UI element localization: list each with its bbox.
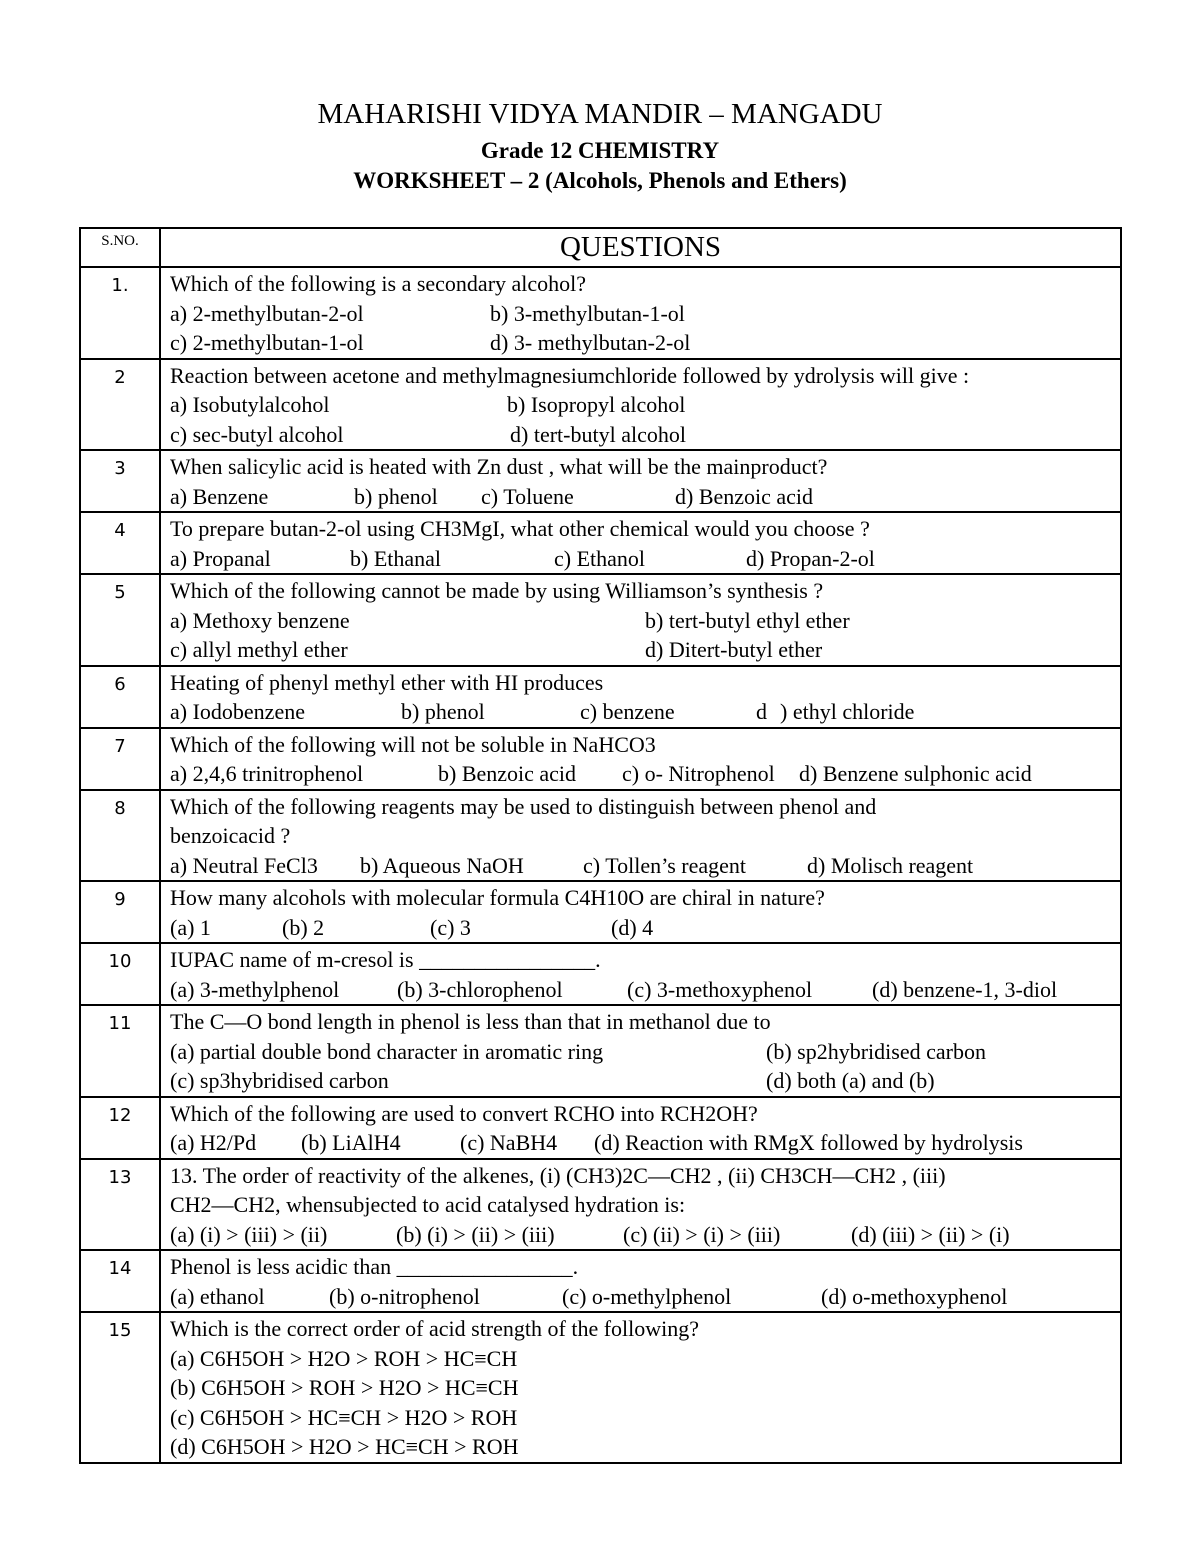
question-line [170, 299, 1120, 329]
question-line-text: Which of the following cannot be made by using Williamson’s synthesis ? [170, 578, 824, 603]
question-line-text: Which is the correct order of acid strength of the following? [170, 1316, 700, 1341]
question-number: 6 [80, 666, 160, 728]
option-text: d) Benzoic acid [675, 483, 814, 509]
question-text [160, 943, 1121, 1005]
question-row [80, 574, 1121, 666]
option-text: d [756, 699, 767, 724]
question-line-text: (a) C6H5OH > H2O > ROH > HC≡CH [170, 1345, 518, 1371]
question-line [170, 759, 1120, 789]
question-row [80, 450, 1121, 512]
question-line [170, 1432, 1120, 1462]
question-line [170, 606, 1120, 636]
question-number: 14 [80, 1250, 160, 1312]
option-text: b) Ethanal [350, 545, 442, 571]
option-text: c) Ethanol [554, 545, 646, 571]
question-line-text: benzoicacid ? [170, 823, 291, 848]
option-text: (d) Reaction with RMgX followed by hydrolysis [594, 1130, 1023, 1155]
sno-header: S.NO. [80, 228, 160, 267]
question-stem-line [170, 792, 1120, 822]
question-stem-line [170, 576, 1120, 606]
question-line-text: Phenol is less acidic than ________________. [170, 1254, 579, 1279]
option-text: c) benzene [580, 699, 675, 724]
option-text: (c) 3 [430, 914, 471, 940]
option-text: d) Benzene sulphonic acid [799, 761, 1032, 786]
question-text [160, 359, 1121, 451]
question-line [170, 328, 1120, 358]
option-text: a) Benzene [170, 483, 269, 509]
option-text: c) Toluene [481, 483, 574, 509]
option-text: a) Isobutylalcohol [170, 392, 330, 417]
option-text: (a) (i) > (iii) > (ii) [170, 1221, 328, 1247]
question-number: 4 [80, 512, 160, 574]
table-header-row [80, 228, 1121, 267]
question-line-text: The C—O bond length in phenol is less than that in methanol due to [170, 1009, 771, 1034]
question-line-text: (c) C6H5OH > HC≡CH > H2O > ROH [170, 1404, 518, 1430]
question-stem-line [170, 945, 1120, 975]
question-line-text: Which of the following will not be soluble in NaHCO3 [170, 731, 656, 757]
question-number: 1. [80, 267, 160, 359]
question-line [170, 1190, 1120, 1220]
option-text: (b) o-nitrophenol [329, 1283, 480, 1309]
question-number: 2 [80, 359, 160, 451]
question-text [160, 267, 1121, 359]
question-line [170, 1037, 1120, 1067]
question-text [160, 728, 1121, 790]
option-text: (d) benzene-1, 3-diol [872, 976, 1058, 1002]
question-row [80, 943, 1121, 1005]
question-stem-line [170, 1099, 1120, 1129]
question-stem-line [170, 1161, 1120, 1191]
question-text [160, 450, 1121, 512]
question-row [80, 1159, 1121, 1251]
option-text: b) Isopropyl alcohol [507, 392, 686, 417]
question-line [170, 1282, 1120, 1312]
question-number: 7 [80, 728, 160, 790]
question-text [160, 512, 1121, 574]
question-row [80, 666, 1121, 728]
question-number: 15 [80, 1312, 160, 1463]
questions-body [80, 267, 1121, 1463]
option-text: (c) o-methylphenol [562, 1283, 732, 1309]
option-text: a) Neutral FeCl3 [170, 852, 318, 878]
question-line [170, 1403, 1120, 1433]
question-stem-line [170, 883, 1120, 913]
question-line [170, 851, 1120, 881]
question-line-text: (d) C6H5OH > H2O > HC≡CH > ROH [170, 1434, 519, 1459]
option-text: (b) sp2hybridised carbon [766, 1038, 986, 1064]
option-text: c) 2-methylbutan-1-ol [170, 330, 364, 355]
question-number: 10 [80, 943, 160, 1005]
question-text [160, 1005, 1121, 1097]
option-text: d) 3- methylbutan-2-ol [490, 330, 691, 355]
option-text: b) 3-methylbutan-1-ol [490, 300, 685, 326]
option-text: (c) sp3hybridised carbon [170, 1068, 389, 1093]
question-line [170, 975, 1120, 1005]
question-stem-line [170, 1314, 1120, 1344]
question-stem-line [170, 452, 1120, 482]
option-text: a) Propanal [170, 545, 271, 571]
option-text: (a) H2/Pd [170, 1130, 257, 1155]
option-text: d) Ditert-butyl ether [645, 637, 823, 662]
question-number: 9 [80, 881, 160, 943]
question-line [170, 544, 1120, 574]
question-line [170, 1220, 1120, 1250]
question-stem-line [170, 668, 1120, 698]
question-row [80, 1250, 1121, 1312]
question-line [170, 697, 1120, 727]
question-number: 3 [80, 450, 160, 512]
question-row [80, 1097, 1121, 1159]
question-stem-line [170, 514, 1120, 544]
option-text: (d) (iii) > (ii) > (i) [851, 1221, 1010, 1247]
option-text: (c) (ii) > (i) > (iii) [623, 1221, 781, 1247]
question-line [170, 482, 1120, 512]
option-text: (b) LiAlH4 [301, 1130, 401, 1155]
option-text: d) tert-butyl alcohol [510, 421, 686, 447]
option-text: (b) (i) > (ii) > (iii) [396, 1221, 555, 1247]
question-row [80, 359, 1121, 451]
question-row [80, 881, 1121, 943]
question-line [170, 1128, 1120, 1158]
option-text: (a) 3-methylphenol [170, 976, 340, 1002]
option-text: b) tert-butyl ethyl ether [645, 607, 850, 633]
option-text: a) 2,4,6 trinitrophenol [170, 761, 364, 786]
question-line-text: Which of the following reagents may be used to distinguish between phenol and [170, 793, 877, 819]
question-line-text: Which of the following are used to convert RCHO into RCH2OH? [170, 1100, 758, 1126]
worksheet-title: WORKSHEET – 2 (Alcohols, Phenols and Ethers) [353, 168, 847, 193]
question-text [160, 574, 1121, 666]
question-line [170, 1373, 1120, 1403]
question-number: 13 [80, 1159, 160, 1251]
question-row [80, 728, 1121, 790]
question-line [170, 390, 1120, 420]
question-stem-line [170, 269, 1120, 299]
option-text: d) Molisch reagent [807, 852, 974, 878]
option-text: c) sec-butyl alcohol [170, 421, 344, 447]
question-number: 12 [80, 1097, 160, 1159]
option-text: d) Propan-2-ol [746, 545, 875, 571]
option-text: ) ethyl chloride [780, 699, 915, 724]
option-text: (c) NaBH4 [460, 1130, 558, 1155]
question-stem-line [170, 1007, 1120, 1037]
question-line-text: Heating of phenyl methyl ether with HI produces [170, 669, 604, 695]
question-line-text: (b) C6H5OH > ROH > H2O > HC≡CH [170, 1375, 519, 1400]
question-number: 11 [80, 1005, 160, 1097]
option-text: c) o- Nitrophenol [622, 761, 775, 786]
option-text: a) Iodobenzene [170, 699, 305, 724]
question-line [170, 1066, 1120, 1096]
option-text: (b) 3-chlorophenol [397, 976, 563, 1002]
question-line-text: 13. The order of reactivity of the alkenes, (i) (CH3)2C—CH2 , (ii) CH3CH—CH2 , (iii) [170, 1162, 946, 1188]
question-text [160, 1250, 1121, 1312]
question-line [170, 420, 1120, 450]
question-stem-line [170, 361, 1120, 391]
question-row [80, 790, 1121, 882]
question-row [80, 512, 1121, 574]
option-text: (d) o-methoxyphenol [821, 1283, 1008, 1309]
question-row [80, 267, 1121, 359]
school-name: MAHARISHI VIDYA MANDIR – MANGADU [317, 98, 883, 130]
question-line [170, 635, 1120, 665]
option-text: a) Methoxy benzene [170, 607, 350, 633]
option-text: b) phenol [401, 699, 485, 724]
option-text: c) Tollen’s reagent [583, 852, 746, 878]
grade-subject: Grade 12 CHEMISTRY [480, 138, 720, 163]
option-text: b) Benzoic acid [438, 761, 577, 786]
option-text: (a) partial double bond character in aromatic ring [170, 1038, 604, 1064]
question-number: 8 [80, 790, 160, 882]
question-line [170, 1344, 1120, 1374]
question-row [80, 1005, 1121, 1097]
question-text [160, 1312, 1121, 1463]
question-line-text: When salicylic acid is heated with Zn dust , what will be the mainproduct? [170, 454, 828, 479]
option-text: (a) 1 [170, 914, 211, 940]
option-text: (a) ethanol [170, 1283, 265, 1309]
question-text [160, 881, 1121, 943]
question-line [170, 821, 1120, 851]
option-text: (c) 3-methoxyphenol [627, 976, 813, 1002]
option-text: c) allyl methyl ether [170, 637, 348, 662]
question-stem-line [170, 1252, 1120, 1282]
option-text: (d) both (a) and (b) [766, 1068, 935, 1093]
question-text [160, 790, 1121, 882]
option-text: b) Aqueous NaOH [360, 852, 524, 878]
questions-header: QUESTIONS [160, 228, 1121, 267]
question-row [80, 1312, 1121, 1463]
question-line-text: To prepare butan-2-ol using CH3MgI, what other chemical would you choose ? [170, 516, 870, 541]
question-number: 5 [80, 574, 160, 666]
option-text: b) phenol [354, 483, 438, 509]
option-text: a) 2-methylbutan-2-ol [170, 300, 364, 326]
question-line-text: Reaction between acetone and methylmagnesiumchloride followed by ydrolysis will give : [170, 362, 970, 388]
question-line-text: IUPAC name of m-cresol is ________________. [170, 947, 601, 972]
option-text: (b) 2 [282, 914, 325, 940]
question-text [160, 666, 1121, 728]
question-stem-line [170, 730, 1120, 760]
question-line-text: Which of the following is a secondary alcohol? [170, 271, 587, 296]
question-line [170, 913, 1120, 943]
option-text: (d) 4 [611, 914, 654, 940]
question-line-text: CH2—CH2, whensubjected to acid catalysed hydration is: [170, 1192, 686, 1217]
question-text [160, 1097, 1121, 1159]
question-text [160, 1159, 1121, 1251]
questions-table [79, 227, 1122, 1464]
question-line-text: How many alcohols with molecular formula C4H10O are chiral in nature? [170, 885, 825, 910]
